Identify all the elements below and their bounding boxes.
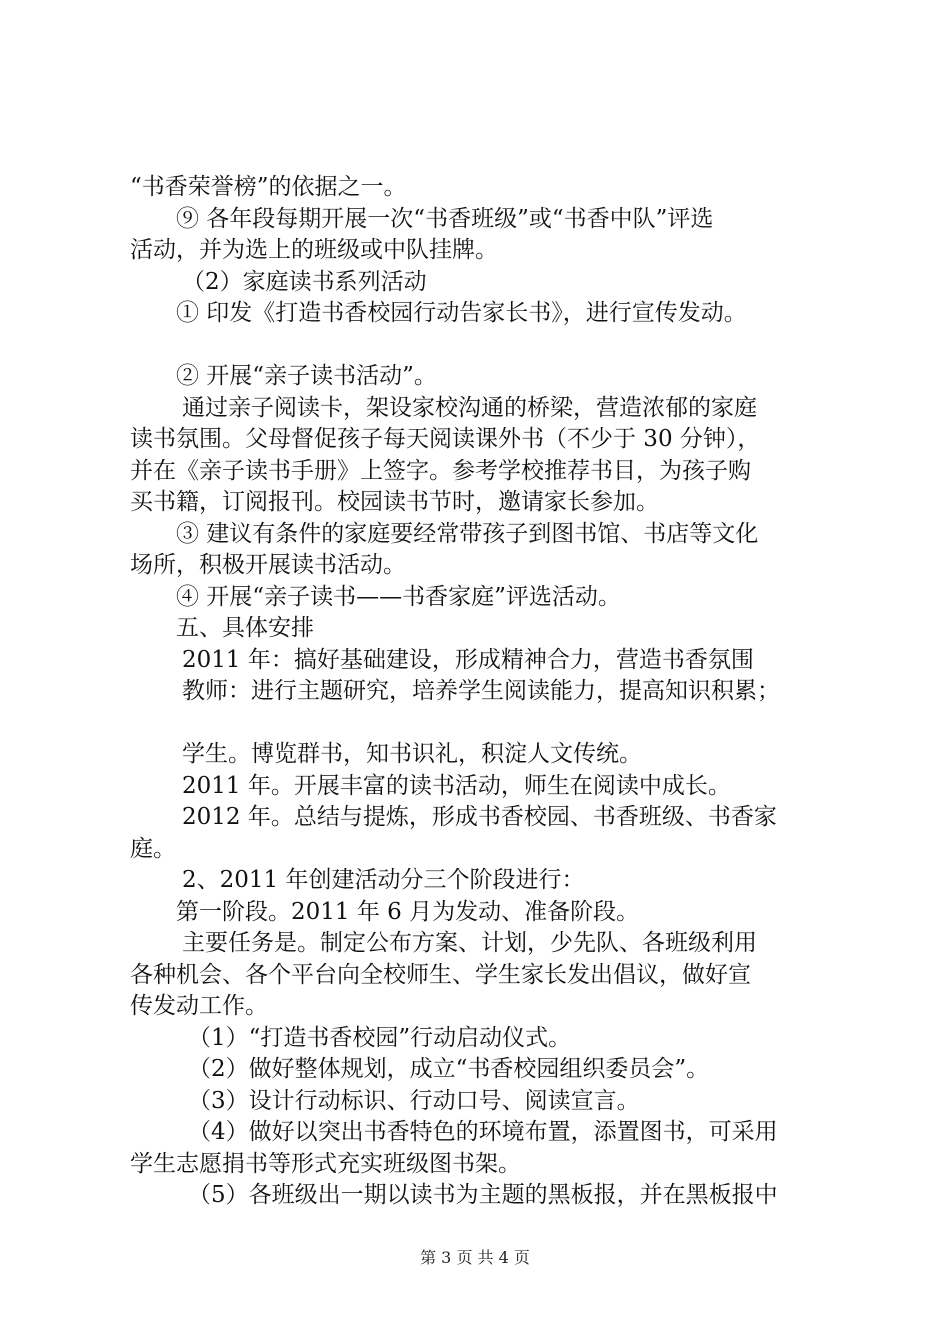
text-line: 主要任务是。制定公布方案、计划，少先队、各班级利用 [182,930,757,956]
text-line: （3）设计行动标识、行动口号、阅读宣言。 [188,1087,640,1114]
text-line: ① 印发《打造书香校园行动告家长书》，进行宣传发动。 [176,300,747,326]
text-line: 2011 年：搞好基础建设，形成精神合力，营造书香氛围 [182,646,754,673]
text-line: 传发动工作。 [130,993,268,1019]
text-line: ④ 开展“亲子读书——书香家庭”评选活动。 [176,583,621,610]
text-line: 2、2011 年创建活动分三个阶段进行： [182,867,585,893]
text-line: “书香荣誉榜”的依据之一。 [130,174,407,200]
text-line: （5）各班级出一期以读书为主题的黑板报，并在黑板报中 [188,1182,778,1208]
text-line: 场所，积极开展读书活动。 [130,552,406,578]
blank-line [130,708,835,740]
section-heading: 五、具体安排 [176,615,314,641]
text-line: 各种机会、各个平台向全校师生、学生家长发出倡议，做好宣 [130,961,751,988]
blank-line [130,330,835,362]
text-line: （4）做好以突出书香特色的环境布置，添置图书，可采用 [188,1119,778,1145]
text-line: ⑨ 各年段每期开展一次“书香班级”或“书香中队”评选 [176,205,714,232]
document-body [130,172,835,1212]
page-number: 第 3 页 共 4 页 [420,1248,530,1267]
text-line: 2011 年。开展丰富的读书活动，师生在阅读中成长。 [182,772,731,799]
text-line: 教师：进行主题研究，培养学生阅读能力，提高知识积累； [182,678,780,704]
text-line: 活动，并为选上的班级或中队挂牌。 [130,237,498,263]
text-line: ③ 建议有条件的家庭要经常带孩子到图书馆、书店等文化 [176,520,759,547]
text-line: （1）“打造书香校园”行动启动仪式。 [188,1024,572,1051]
text-line: 学生志愿捐书等形式充实班级图书架。 [130,1150,521,1177]
text-line: （2）做好整体规划，成立“书香校园组织委员会”。 [188,1056,710,1082]
text-line: 第一阶段。2011 年 6 月为发动、准备阶段。 [176,898,640,925]
text-line: 2012 年。总结与提炼，形成书香校园、书香班级、书香家 [182,804,777,830]
text-line: 并在《亲子读书手册》上签字。参考学校推荐书目，为孩子购 [130,457,751,484]
text-line: 庭。 [130,835,176,862]
text-line: （2）家庭读书系列活动 [182,268,427,295]
text-line: 买书籍，订阅报刊。校园读书节时，邀请家长参加。 [130,489,659,515]
text-line: 读书氛围。父母督促孩子每天阅读课外书（不少于 30 分钟）， [130,426,761,452]
text-line: 通过亲子阅读卡，架设家校沟通的桥梁，营造浓郁的家庭 [182,394,757,421]
text-line: 学生。博览群书，知书识礼，积淀人文传统。 [182,741,642,767]
text-line: ② 开展“亲子读书活动”。 [176,363,437,389]
